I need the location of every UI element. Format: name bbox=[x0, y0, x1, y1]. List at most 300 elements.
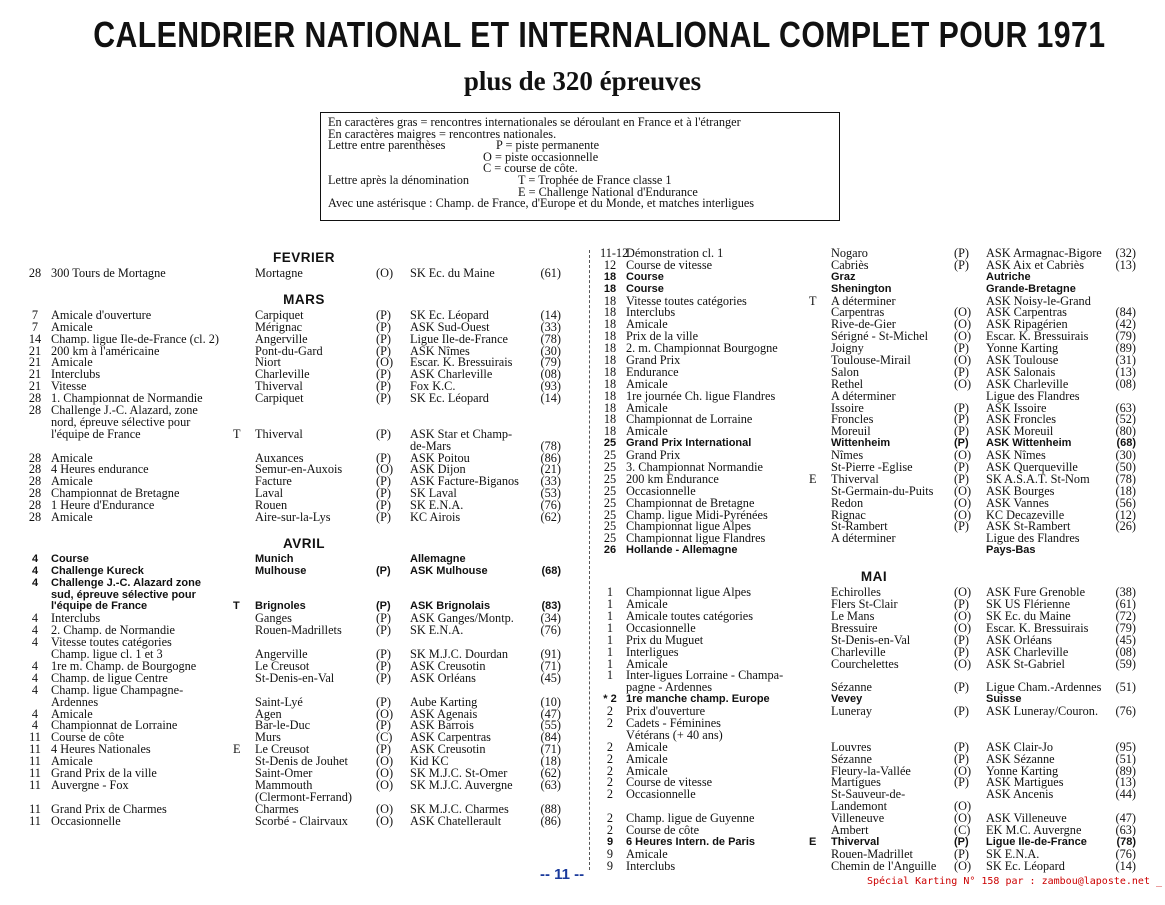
event-date: 18 bbox=[603, 376, 617, 391]
event-name: Champ. ligue Midi-Pyrénées bbox=[626, 507, 768, 522]
track-type: (P) bbox=[376, 486, 392, 501]
event-date: 1 bbox=[606, 597, 614, 612]
event-name: Championnat de Lorraine bbox=[626, 412, 753, 427]
event-name: Grand Prix bbox=[626, 353, 681, 368]
event-location: Sérigné - St-Michel bbox=[831, 329, 928, 344]
event-date: 18 bbox=[603, 270, 617, 283]
event-date: * 2 bbox=[603, 693, 617, 706]
event-date: 1 bbox=[606, 668, 614, 683]
event-location: Auxances bbox=[255, 450, 304, 465]
legend-line: Lettre entre parenthèses P = piste permanente bbox=[328, 138, 600, 153]
department-number: (44) bbox=[1115, 787, 1136, 802]
department-number: (63) bbox=[1115, 400, 1136, 415]
event-date: 18 bbox=[603, 424, 617, 439]
event-location: Mammouth bbox=[255, 777, 313, 792]
department-number: (50) bbox=[1115, 460, 1136, 475]
department-number: (38) bbox=[1115, 585, 1136, 600]
event-name: Amicale bbox=[51, 510, 93, 525]
event-organizer: ASK Martigues bbox=[986, 775, 1064, 790]
event-name: Amicale bbox=[626, 751, 668, 766]
event-date: 2 bbox=[606, 775, 614, 790]
event-location: Rouen-Madrillets bbox=[255, 623, 342, 638]
event-date: 25 bbox=[603, 448, 617, 463]
event-date: 28 bbox=[28, 486, 42, 501]
track-type: (O) bbox=[954, 507, 972, 522]
department-number: (89) bbox=[1115, 341, 1136, 356]
event-location: Rethel bbox=[831, 376, 864, 391]
event-date: 25 bbox=[603, 507, 617, 522]
event-name: Amicale bbox=[626, 846, 668, 861]
event-organizer: ASK Vannes bbox=[986, 495, 1049, 510]
event-name: Hollande - Allemagne bbox=[626, 544, 738, 557]
event-row bbox=[600, 727, 1148, 742]
event-organizer: SK Ec. Léopard bbox=[410, 307, 489, 322]
event-name: Occasionnelle bbox=[626, 620, 696, 635]
page-title: CALENDRIER NATIONAL ET INTERNALIONAL COMPLET POUR 1971 bbox=[93, 14, 1106, 55]
event-name: Champ. de ligue Centre bbox=[51, 670, 168, 685]
event-date: 25 bbox=[603, 519, 617, 534]
event-organizer: SK M.J.C. Charmes bbox=[410, 801, 509, 816]
event-organizer: ASK Barrois bbox=[410, 718, 474, 733]
track-type: (C) bbox=[954, 822, 971, 837]
event-date: 9 bbox=[606, 846, 614, 861]
event-date: 4 bbox=[31, 623, 39, 638]
event-row bbox=[600, 438, 1148, 450]
department-number: (45) bbox=[540, 670, 561, 685]
department-number: (89) bbox=[1115, 763, 1136, 778]
event-location: Toulouse-Mirail bbox=[831, 353, 911, 368]
track-type: (P) bbox=[954, 597, 970, 612]
event-organizer: SK Laval bbox=[410, 486, 457, 501]
event-location: Mulhouse bbox=[255, 564, 307, 577]
event-location: Brignoles bbox=[255, 600, 306, 613]
department-number: (53) bbox=[540, 486, 561, 501]
department-number: (88) bbox=[540, 801, 561, 816]
event-date: 4 bbox=[31, 718, 39, 733]
event-name: Course bbox=[626, 282, 664, 295]
event-name: Challenge J.-C. Alazard zone bbox=[51, 576, 201, 589]
event-organizer: ASK Star et Champ- bbox=[410, 426, 513, 441]
event-organizer: SK E.N.A. bbox=[410, 623, 464, 638]
event-name: Amicale bbox=[51, 474, 93, 489]
event-date: 2 bbox=[606, 704, 614, 719]
event-date: 28 bbox=[28, 510, 42, 525]
track-type: (P) bbox=[376, 474, 392, 489]
event-name: l'équipe de France bbox=[51, 600, 148, 613]
event-name: Course de vitesse bbox=[626, 257, 713, 272]
event-organizer: ASK Armagnac-Bigore bbox=[986, 246, 1102, 260]
event-name: Course bbox=[626, 270, 664, 283]
event-location: Thiverval bbox=[831, 835, 880, 848]
department-number: (47) bbox=[1115, 811, 1136, 826]
event-location: St-Germain-du-Puits bbox=[831, 483, 934, 498]
event-name: Course de côte bbox=[626, 822, 700, 837]
event-location: Angerville bbox=[255, 331, 308, 346]
event-organizer: ASK Mulhouse bbox=[410, 564, 488, 577]
track-type: (P) bbox=[954, 400, 970, 415]
department-number: (55) bbox=[540, 718, 561, 733]
event-organizer: ASK Orléans bbox=[986, 632, 1052, 647]
event-location: Aire-sur-la-Lys bbox=[255, 510, 331, 525]
event-organizer: Escar. K. Bressuirais bbox=[410, 355, 513, 370]
event-date: 2 bbox=[606, 822, 614, 837]
event-organizer: Yonne Karting bbox=[986, 763, 1059, 778]
event-row bbox=[24, 578, 584, 590]
department-number: (31) bbox=[1115, 353, 1136, 368]
event-name: Vétérans (+ 40 ans) bbox=[626, 727, 723, 742]
event-organizer: ASK Moreuil bbox=[986, 424, 1054, 439]
event-name: Amicale bbox=[626, 656, 668, 671]
event-organizer: SK M.J.C. Auvergne bbox=[410, 777, 513, 792]
event-organizer: Ligue Cham.-Ardennes bbox=[986, 680, 1102, 695]
event-name: Championnat de Bretagne bbox=[51, 486, 180, 501]
event-name: Course de côte bbox=[51, 730, 125, 745]
legend-line: En caractères gras = rencontres internationales se déroulant en France et à l'étranger bbox=[328, 115, 741, 129]
event-date: 12 bbox=[603, 257, 617, 272]
event-organizer: ASK Luneray/Couron. bbox=[986, 704, 1099, 719]
event-location: Charmes bbox=[255, 801, 299, 816]
event-location: Bressuire bbox=[831, 620, 878, 635]
track-type: (O) bbox=[954, 483, 972, 498]
section-spacer bbox=[600, 557, 1148, 567]
department-number: (61) bbox=[1115, 597, 1136, 612]
event-code: T bbox=[809, 293, 817, 308]
department-number: (21) bbox=[540, 462, 561, 477]
month-heading: MAI bbox=[860, 569, 888, 585]
track-type: (P) bbox=[954, 437, 969, 450]
event-name: 3. Championnat Normandie bbox=[626, 460, 763, 475]
department-number: (62) bbox=[540, 510, 561, 525]
department-number: (80) bbox=[1115, 424, 1136, 439]
event-location: (Clermont-Ferrand) bbox=[255, 789, 352, 804]
event-organizer: SK Ec. Léopard bbox=[410, 391, 489, 406]
track-type: (P) bbox=[376, 450, 392, 465]
event-name: sud, épreuve sélective pour bbox=[51, 588, 196, 601]
event-organizer: ASK Bourges bbox=[986, 483, 1055, 498]
event-date: 18 bbox=[603, 364, 617, 379]
event-organizer: Escar. K. Bressuirais bbox=[986, 329, 1089, 344]
event-name: Championnat ligue Alpes bbox=[626, 519, 752, 534]
department-number: (14) bbox=[1115, 858, 1136, 873]
department-number: (10) bbox=[540, 694, 561, 709]
event-name: Challenge Kureck bbox=[51, 564, 144, 577]
track-type: (O) bbox=[954, 811, 972, 826]
event-name: Amicale d'ouverture bbox=[51, 307, 152, 322]
event-location: Nogaro bbox=[831, 246, 868, 260]
event-location: Echirolles bbox=[831, 585, 881, 600]
event-name: 2. m. Championnat Bourgogne bbox=[626, 341, 778, 356]
event-date: 28 bbox=[28, 462, 42, 477]
event-date: 11 bbox=[29, 801, 41, 816]
event-date: 1 bbox=[606, 608, 614, 623]
event-organizer: ASK St-Gabriel bbox=[986, 656, 1065, 671]
event-organizer: ASK Ancenis bbox=[986, 787, 1054, 802]
event-organizer: ASK Charleville bbox=[410, 367, 493, 382]
event-name: Occasionnelle bbox=[626, 787, 696, 802]
event-organizer: ASK Agenais bbox=[410, 706, 478, 721]
event-organizer: ASK Nîmes bbox=[986, 448, 1046, 463]
event-name: Prix du Muguet bbox=[626, 632, 704, 647]
track-type: (P) bbox=[954, 341, 970, 356]
department-number: (71) bbox=[540, 658, 561, 673]
event-organizer: SK A.S.A.T. St-Nom bbox=[986, 471, 1090, 486]
track-type: (O) bbox=[954, 608, 972, 623]
event-date: 11 bbox=[29, 742, 41, 757]
track-type: (O) bbox=[376, 801, 394, 816]
event-location: Nîmes bbox=[831, 448, 864, 463]
event-location: Bar-le-Duc bbox=[255, 718, 311, 733]
department-number: (30) bbox=[540, 343, 561, 358]
track-type: (P) bbox=[376, 670, 392, 685]
event-organizer: Fox K.C. bbox=[410, 379, 456, 394]
page-number: -- 11 -- bbox=[540, 866, 585, 883]
event-location: A déterminer bbox=[831, 293, 896, 308]
event-location: Thiverval bbox=[831, 471, 879, 486]
track-type: (P) bbox=[954, 775, 970, 790]
track-type: (P) bbox=[954, 680, 970, 695]
event-name: Amicale bbox=[51, 450, 93, 465]
department-number: (63) bbox=[1115, 822, 1136, 837]
track-type: (O) bbox=[376, 355, 394, 370]
event-organizer: SK E.N.A. bbox=[410, 498, 464, 513]
department-number: (08) bbox=[1115, 644, 1136, 659]
department-number: (76) bbox=[540, 623, 561, 638]
event-date: 1 bbox=[606, 585, 614, 600]
event-date: 4 bbox=[31, 670, 39, 685]
department-number: (14) bbox=[540, 391, 561, 406]
track-type: (P) bbox=[954, 412, 970, 427]
department-number: (51) bbox=[1115, 680, 1136, 695]
event-date: 21 bbox=[28, 343, 42, 358]
event-organizer: SK Ec. du Maine bbox=[410, 266, 495, 280]
event-name: Amicale bbox=[626, 424, 668, 439]
event-name: Grand Prix International bbox=[626, 437, 752, 450]
event-location: Rignac bbox=[831, 507, 866, 522]
event-name: Endurance bbox=[626, 364, 679, 379]
event-location: Louvres bbox=[831, 739, 872, 754]
event-organizer: de-Mars bbox=[410, 438, 451, 453]
section-spacer bbox=[24, 280, 584, 290]
event-date: 18 bbox=[603, 293, 617, 308]
event-location: A déterminer bbox=[831, 388, 896, 403]
event-organizer: Ligue des Flandres bbox=[986, 388, 1080, 403]
event-organizer: ASK Issoire bbox=[986, 400, 1047, 415]
department-number: (78) bbox=[540, 438, 561, 453]
track-type: (P) bbox=[376, 564, 391, 577]
track-type: (O) bbox=[954, 656, 972, 671]
event-organizer: KC Decazeville bbox=[986, 507, 1065, 522]
track-type: (P) bbox=[954, 257, 970, 272]
event-name: Champ. ligue Ile-de-France (cl. 2) bbox=[51, 331, 219, 346]
event-location: St-Sauveur-de- bbox=[831, 787, 906, 802]
department-number: (45) bbox=[1115, 632, 1136, 647]
legend-line: C = course de côte. bbox=[483, 161, 578, 176]
track-type: (P) bbox=[376, 367, 392, 382]
track-type: (O) bbox=[376, 266, 394, 280]
event-location: Vevey bbox=[831, 693, 863, 706]
track-type: (P) bbox=[954, 704, 970, 719]
event-location: Niort bbox=[255, 355, 281, 370]
track-type: (O) bbox=[954, 763, 972, 778]
event-name: Amicale bbox=[626, 317, 668, 332]
department-number: (68) bbox=[1116, 437, 1136, 450]
event-name: 6 Heures Intern. de Paris bbox=[626, 835, 755, 848]
event-date: 14 bbox=[28, 331, 42, 346]
event-date: 7 bbox=[31, 319, 39, 334]
track-type: (O) bbox=[954, 620, 972, 635]
department-number: (83) bbox=[541, 600, 561, 613]
event-name: Vitesse toutes catégories bbox=[51, 635, 172, 650]
event-organizer: SK E.N.A. bbox=[986, 846, 1040, 861]
event-location: Issoire bbox=[831, 400, 864, 415]
event-date: 2 bbox=[606, 763, 614, 778]
event-name: Amicale bbox=[626, 763, 668, 778]
event-location: Laval bbox=[255, 486, 283, 501]
event-name: Amicale bbox=[51, 319, 93, 334]
event-row bbox=[24, 268, 584, 280]
event-organizer: ASK St-Rambert bbox=[986, 519, 1071, 534]
event-name: 1re journée Ch. ligue Flandres bbox=[626, 388, 776, 403]
department-number: (78) bbox=[1115, 471, 1136, 486]
track-type: (P) bbox=[376, 658, 392, 673]
event-date: 11 bbox=[29, 777, 41, 792]
event-name: Démonstration cl. 1 bbox=[626, 246, 724, 260]
event-name: Championnat de Lorraine bbox=[51, 718, 178, 733]
event-location: Murs bbox=[255, 730, 281, 745]
track-type: (O) bbox=[954, 799, 972, 814]
department-number: (84) bbox=[540, 730, 561, 745]
event-organizer: Ligue Ile-de-France bbox=[410, 331, 508, 346]
event-row bbox=[600, 257, 1148, 272]
track-type: (P) bbox=[954, 751, 970, 766]
event-name: 200 km à l'américaine bbox=[51, 343, 160, 358]
event-organizer: ASK Clair-Jo bbox=[986, 739, 1054, 754]
event-date: 28 bbox=[28, 450, 42, 465]
event-organizer: ASK Dijon bbox=[410, 462, 466, 477]
event-location: Sézanne bbox=[831, 751, 872, 766]
event-date: 18 bbox=[603, 282, 617, 295]
page-subtitle: plus de 320 épreuves bbox=[463, 66, 702, 96]
event-name: Interclubs bbox=[51, 367, 101, 382]
track-type: (C) bbox=[376, 730, 393, 745]
event-location: Angerville bbox=[255, 647, 308, 662]
event-name: 1. Championnat de Normandie bbox=[51, 391, 203, 406]
event-name: 200 km Endurance bbox=[626, 471, 719, 486]
department-number: (86) bbox=[540, 813, 561, 828]
month-heading: MARS bbox=[283, 291, 325, 307]
event-date: 25 bbox=[603, 460, 617, 475]
event-location: Carpiquet bbox=[255, 391, 304, 406]
event-organizer: SK Ec. Léopard bbox=[986, 858, 1065, 873]
event-row bbox=[24, 369, 584, 381]
track-type: (P) bbox=[954, 364, 970, 379]
track-type: (P) bbox=[954, 519, 970, 534]
event-organizer: EK M.C. Auvergne bbox=[986, 822, 1082, 837]
track-type: (O) bbox=[376, 765, 394, 780]
track-type: (P) bbox=[954, 246, 970, 260]
event-row bbox=[600, 272, 1148, 284]
event-location: St-Denis-en-Val bbox=[255, 670, 335, 685]
track-type: (P) bbox=[954, 644, 970, 659]
event-name: Amicale toutes catégories bbox=[626, 608, 754, 623]
event-date: 28 bbox=[28, 391, 42, 406]
department-number: (13) bbox=[1115, 257, 1136, 272]
department-number: (26) bbox=[1115, 519, 1136, 534]
event-organizer: ASK Ganges/Montp. bbox=[410, 611, 514, 626]
event-date: 28 bbox=[28, 498, 42, 513]
event-location: Rouen bbox=[255, 498, 288, 513]
event-organizer: ASK Noisy-le-Grand bbox=[986, 293, 1091, 308]
event-date: 21 bbox=[28, 367, 42, 382]
event-name: Amicale bbox=[51, 754, 93, 769]
event-date: 21 bbox=[28, 355, 42, 370]
event-organizer: ASK Nîmes bbox=[410, 343, 470, 358]
event-date: 25 bbox=[603, 495, 617, 510]
event-location: Rouen-Madrillet bbox=[831, 846, 913, 861]
department-number: (76) bbox=[1115, 846, 1136, 861]
event-location: Agen bbox=[255, 706, 282, 721]
track-type: (P) bbox=[954, 471, 970, 486]
department-number: (79) bbox=[1115, 620, 1136, 635]
event-date: 4 bbox=[31, 682, 39, 697]
event-date: 28 bbox=[28, 474, 42, 489]
event-date: 4 bbox=[31, 658, 39, 673]
event-name: Grand Prix bbox=[626, 448, 681, 463]
event-name: Champ. ligue de Guyenne bbox=[626, 811, 755, 826]
event-location: Scorbé - Clairvaux bbox=[255, 813, 348, 828]
event-name: pagne - Ardennes bbox=[626, 680, 713, 695]
event-organizer: ASK Froncles bbox=[986, 412, 1057, 427]
event-date: 7 bbox=[31, 307, 39, 322]
track-type: (P) bbox=[954, 739, 970, 754]
month-heading: AVRIL bbox=[283, 535, 325, 551]
event-date: 25 bbox=[603, 531, 617, 546]
department-number: (76) bbox=[540, 498, 561, 513]
event-date: 11 bbox=[29, 765, 41, 780]
event-name: Vitesse bbox=[51, 379, 87, 394]
track-type: (P) bbox=[376, 379, 392, 394]
event-organizer: Suisse bbox=[986, 693, 1022, 706]
event-date: 25 bbox=[603, 437, 617, 450]
event-name: Championnat ligue Alpes bbox=[626, 585, 752, 600]
event-date: 21 bbox=[28, 379, 42, 394]
department-number: (93) bbox=[540, 379, 561, 394]
event-date: 28 bbox=[28, 266, 42, 280]
department-number: (78) bbox=[1116, 835, 1136, 848]
event-date: 4 bbox=[31, 552, 39, 565]
event-organizer: ASK Sézanne bbox=[986, 751, 1055, 766]
legend-line: E = Challenge National d'Endurance bbox=[518, 184, 698, 199]
event-organizer: Pays-Bas bbox=[986, 544, 1036, 557]
event-date: 25 bbox=[603, 471, 617, 486]
column-divider bbox=[589, 250, 590, 870]
department-number: (14) bbox=[540, 307, 561, 322]
event-date: 2 bbox=[606, 715, 614, 730]
event-code: T bbox=[233, 600, 240, 613]
event-name: 2. Champ. de Normandie bbox=[51, 623, 175, 638]
event-organizer: ASK Charleville bbox=[986, 376, 1069, 391]
event-organizer: SK Ec. du Maine bbox=[986, 608, 1071, 623]
event-location: Wittenheim bbox=[831, 437, 891, 450]
event-name: Championnat ligue Flandres bbox=[626, 531, 766, 546]
event-location: Mérignac bbox=[255, 319, 303, 334]
department-number: (42) bbox=[1115, 317, 1136, 332]
legend-line: Avec une astérisque : Champ. de France, d'Europe et du Monde, et matches interligues bbox=[328, 196, 755, 211]
event-name: Amicale bbox=[626, 597, 668, 612]
event-organizer: Allemagne bbox=[410, 552, 466, 565]
track-type: (O) bbox=[954, 585, 972, 600]
department-number: (72) bbox=[1115, 608, 1136, 623]
